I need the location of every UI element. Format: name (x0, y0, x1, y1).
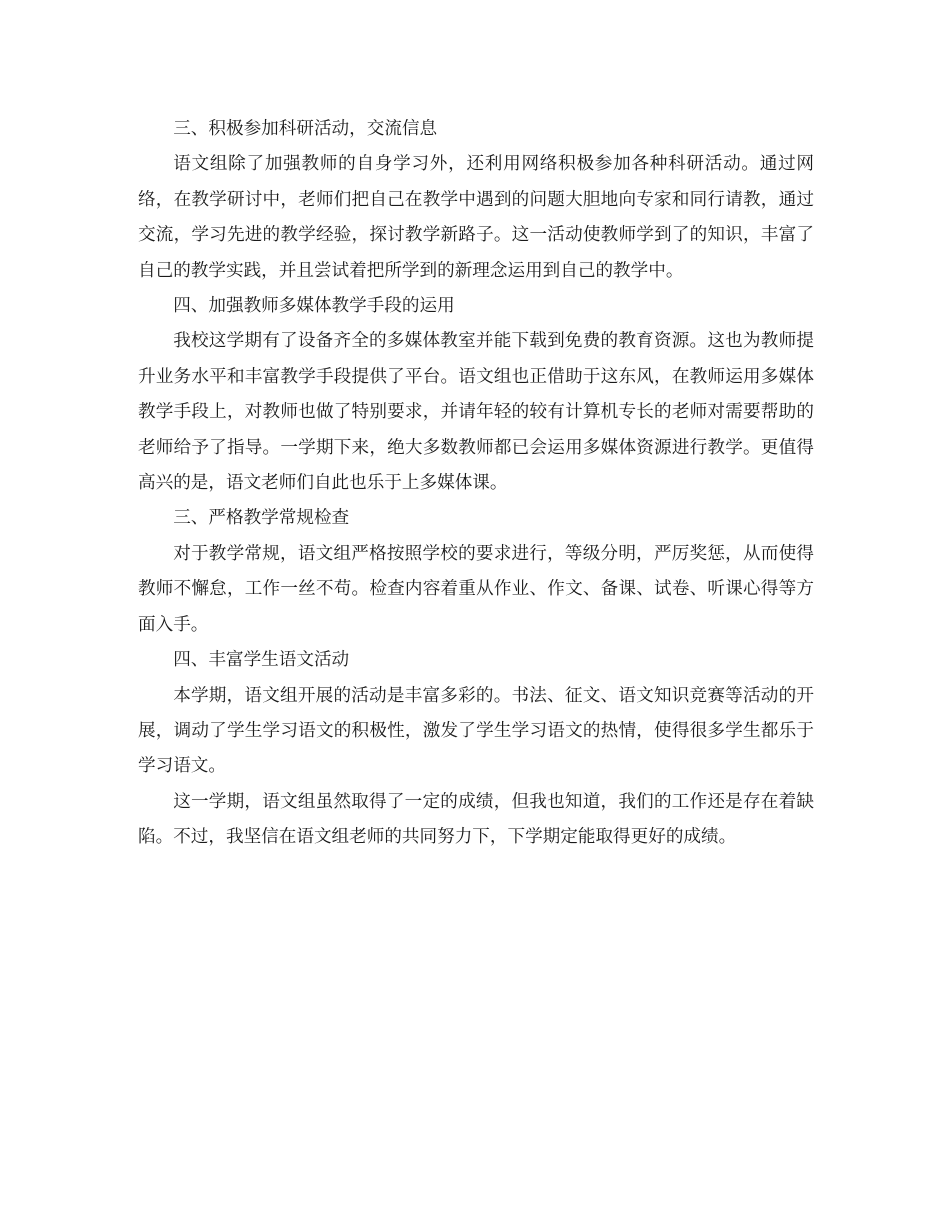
document-body (138, 112, 814, 856)
section-heading-multimedia: 四、加强教师多媒体教学手段的运用 (173, 296, 455, 317)
paragraph-student-activities: 本学期，语文组开展的活动是丰富多彩的。书法、征文、语文知识竞赛等活动的开展，调动了学生学习语文的积极性，激发了学生学习语文的热情，使得很多学生都乐于学习语文。 (138, 685, 814, 777)
section-heading-routine-check: 三、严格教学常规检查 (173, 508, 350, 529)
section-heading-research: 三、积极参加科研活动，交流信息 (173, 119, 438, 139)
paragraph-multimedia: 我校这学期有了设备齐全的多媒体教室并能下载到免费的教育资源。这也为教师提升业务水平和丰富教学手段提供了平台。语文组也正借助于这东风，在教师运用多媒体教学手段上，对教师也做了特别要求，并请年轻的较有计算机专长的老师对需要帮助的老师给予了指导。一学期下来，绝大多数教师都已会运用多媒体资源进行教学。更值得高兴的是，语文老师们自此也乐于上多媒体课。 (138, 331, 814, 494)
paragraph-research: 语文组除了加强教师的自身学习外，还利用网络积极参加各种科研活动。通过网络，在教学研讨中，老师们把自己在教学中遇到的问题大胆地向专家和同行请教，通过交流，学习先进的教学经验，探讨教学新路子。这一活动使教师学到了的知识，丰富了自己的教学实践，并且尝试着把所学到的新理念运用到自己的教学中。 (138, 154, 814, 281)
paragraph-conclusion: 这一学期，语文组虽然取得了一定的成绩，但我也知道，我们的工作还是存在着缺陷。不过，我坚信在语文组老师的共同努力下，下学期定能取得更好的成绩。 (138, 791, 814, 848)
paragraph-routine-check: 对于教学常规，语文组严格按照学校的要求进行，等级分明，严厉奖惩，从而使得教师不懈怠，工作一丝不苟。检查内容着重从作业、作文、备课、试卷、听课心得等方面入手。 (138, 543, 814, 635)
section-heading-student-activities: 四、丰富学生语文活动 (173, 650, 350, 671)
